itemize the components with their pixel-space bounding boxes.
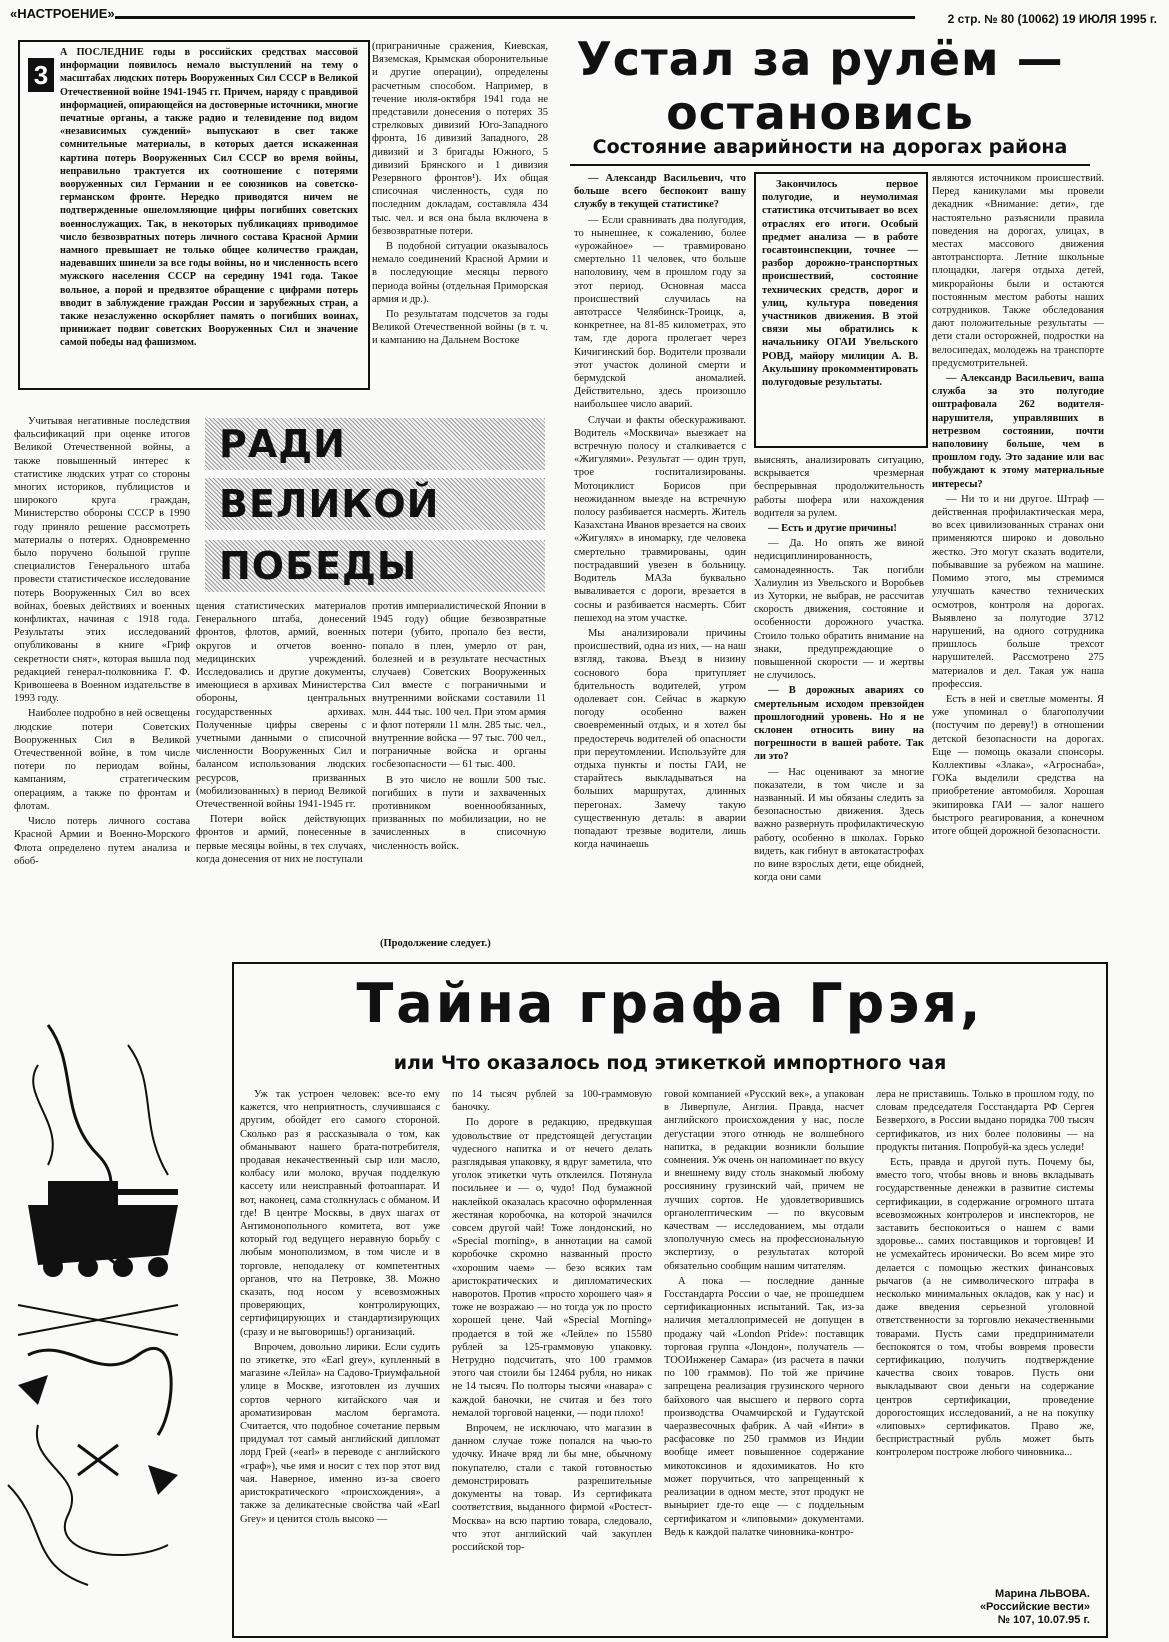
traffic-title-1: Устал за рулём —: [576, 32, 1064, 86]
section-title: «НАСТРОЕНИЕ»: [10, 6, 115, 21]
war-illustration-image: [8, 1005, 190, 1595]
tea-col-3: говой компанией «Русский век», а упакован в Ливерпуле, Англия. Правда, насчет английского происхождения у нас, после дегустации этого отнюдь не волшебного напитка, в редакции возникли большие сомнения. Уж очень он напоминает по вкусу и внешнему виду столь знакомый любому россиянину грузинский чай, причем не лучших сортов. Не удовлетворившись органолептическим — по вкусовым качествам — исследованием, мы отдали злополучную смесь на профессиональную экспертизу, о результатах которой обязательно сообщим нашим читателям. А пока — последние данные Госстандарта России о чае, не прошедшем сертификационных испытаний. Так, из-за наличия металлопримесей не допущен в продажу чай «London Pride»: поставщик торговая группа «Лондон», получатель — ТООИнженер Самара» (из расчета в пачки по 100 граммов). По той же причине запрещена реализация грузинского черного байхового чая высшего и первого сорта производства Очамчирской и Гудаутской чаеразвесочных фабрик. А чай «Инти» в расфасовке по 250 граммов из Индии вообще имеет повышенное содержание микотоксинов и ядохимикатов. Но кто может поручиться, что запрещенный к реализации в одном месте, этот продукт не выныриет где-то еще — с поддельным сертификатом и «липовыми» документами. Ведь к каждой палатке чиновника-контро-: [664, 1089, 864, 1538]
continued-note: (Продолжение следует.): [380, 938, 491, 949]
traffic-intro: Закончилось первое полугодие, и неумолимая статистика отсчитывает во всех отраслях его итоги. Особый предмет анализа — в работе госавтоинспекции, точнее — разбор дорожно-транспортных происшествий, состояние технических средств, дорог и улиц, культура поведения участников движения. В этой связи мы обратились к начальнику ОГАИ Увельского РОВД, майору милиции А. В. Акульшину прокомментировать полугодовые результаты.: [762, 179, 918, 389]
source: «Российские вести»: [979, 1601, 1090, 1613]
traffic-subtitle: Состояние аварийности на дорогах района: [592, 136, 1068, 158]
banner-line-3: ПОБЕДЫ: [205, 540, 545, 592]
tea-col-4: лера не приставишь. Только в прошлом году, по словам председателя Госстандарта РФ Сергея Безверхого, в России выдано порядка 700 тысяч сертификатов, из них более половины — на продукты питания. Попробуй-ка здесь уследи! Есть, правда и другой путь. Почему бы, вместо того, чтобы вновь и вновь вкладывать государственные денежки в развитие системы сертификации, в содержание огромного штата всевозможных контролеров и инспекторов, не заставить беспокоиться о нашем с вами здоровье... самих поставщиков и торговцев! И не усмехайтесь иронически. Во всем мире это делается с помощью жестких финансовых рычагов (а не символического штрафа в несколько минимальных окладов, как у нас) и даже введения серьезной уголовной ответственности за торговлю некачественными товарами. Пусть сами предприниматели беспокоятся о том, чтобы вовремя провести сертификацию, получить подтверждение качества своих товаров. Пусть они выкладывают свои деньги на содержание центров сертификации, проведение дорогостоящих исследований, а не на покупку «липовых» сертификатов. Право же, беспристрастный рубль может быть контролером построже любого чиновника...: [876, 1089, 1094, 1459]
war-intro-right: (приграничные сражения, Киевская, Вяземская, Крымская оборонительные и другие операции), определены расчетным способом. Например, в течение июля-октября 1941 года не представили донесения о потерях 35 стрелковых дивизий Юго-Западного фронта, 16 дивизий Западного, 28 дивизий и 3 бригады Южного, 5 дивизий Брянского и 1 дивизия Резервного фронтов¹). Их общая списочная численность, судя по последним докладам, составляла 434 тыс. чел. и вся она была включена в безвозвратные потери. В подобной ситуации оказывалось немало соединений Красной Армии и в последующие месяцы первого периода войны (отдельная Приморская армия и др.). По результатам подсчетов за годы Великой Отечественной войны (в т. ч. и кампанию на Дальнем Востоке: [372, 41, 548, 347]
header-rule: [115, 16, 915, 19]
tea-signature: [900, 1588, 1090, 1627]
traffic-rule: [570, 164, 1090, 166]
source-number: № 107, 10.07.95 г.: [997, 1614, 1090, 1626]
traffic-col-2: выяснять, анализировать ситуацию, вскрывается чрезмерная беспрерывная продолжительность работы шофера или нахождения водителя за рулем. — Есть и другие причины! — Да. Но опять же виной недисциплинированность, самонадеянность. Так погибли Халиулин из Увельского и Воробьев из Хуторки, не выбрав, не рассчитав скорость движения, состояние и особенности дорожного участка. Стоило только обратить внимание на знаки, предупреждающие о повышенной скорости — и жертвы не случилось. — В дорожных авариях со смертельным исходом превзойден прошлогодний уровень. Но я не склонен относить вину на погрешности в вашей работе. Так ли это? — Нас оценивают за многие показатели, в том числе и за названный. И мы обязаны следить за безопасностью движения. Здесь важно развернуть профилактическую работу, особенно в школах. Горько видеть, как гибнут в автокатастрофах по вине взрослых дети, еще обидней, когда они сами: [754, 455, 924, 884]
war-col-2: щения статистических материалов Генерального штаба, донесений фронтов, флотов, армий, военных округов и отчетов военно-медицинских учреждений. Исследовались и другие документы, имеющиеся в архивах Министерства обороны, центральных государственных архивах. Полученные цифры сверены с учетными данными о списочной численности Вооруженных Сил и балансом использования людских ресурсов, призванных (мобилизованных) в период Великой Отечественной войны 1941-1945 гг. Потери войск действующих фронтов и армий, понесенные в первые месяцы войны, в тех случаях, когда донесения от них не поступали: [196, 601, 366, 865]
traffic-col-3: являются источником происшествий. Перед каникулами мы провели декадник «Внимание: дети», где настоятельно разъяснили правила поведения на дорогах, улицах, в местах массового движения автотранспорта. Летние школьные площадки, лагеря отдыха детей, микрорайоны были и остаются постоянным местом работы наших сотрудников. Также обследования дают положительные результаты — дети стали осторожней, подростки на велосипедах, молодежь на транспорте предусмотрительней. — Александр Васильевич, ваша служба за это полугодие оштрафовала 262 водителя-нарушителя, управлявших в нетрезвом состоянии, почти наполовину больше, чем в прошлом году. Это задание или вас побуждают к этому материальные интересы? — Ни то и ни другое. Штраф — действенная профилактическая мера, во всех цивилизованных странах они применяются широко и довольно жестко. Это могут сказать водители, побывавшие за рубежом на машине. Помимо этого, мы стремимся улучшать качество технических осмотров, контроля на дорогах. Выявлено за полугодие 3712 нарушений, на одного сотрудника пришлось больше трехсот нарушителей. Рассмотрено 275 материалов и дел. Такая уж наша профессия. Есть в ней и светлые моменты. Я уже упоминал о благополучии (постучим по дереву!) в отношении детской безопасности на дорогах. Еще — помощь оказали спонсоры. Коллективы «Злака», «Агроснаба», ГОКа выделили средства на приобретение автомобиля. Хорошая экипировка ГАИ — залог нашего быстрого реагирования, а конечном итоге общей дорожной безопасности.: [932, 173, 1104, 837]
war-col-3: против империалистической Японии в 1945 году) общие безвозвратные потери (убито, пропало без вести, попало в плен, умерло от ран, болезней и в результате несчастных случаев) Советских Вооруженных Сил вместе с пограничными и внутренними войсками составили 11 млн. 444 тыс. 100 чел. При этом армия и флот потеряли 11 млн. 285 тыс. чел., внутренние войска — 97 тыс. 700 чел., пограничные войска и органы госбезопасности — 61 тыс. 400. В это число не вошли 500 тыс. погибших в пути и захваченных противником военнообязанных, призванных по мобилизации, но не зачисленных в списочную численность войск.: [372, 601, 546, 852]
tea-col-1: Уж так устроен человек: все-то ему кажется, что неприятность, случившаяся с другим, обойдет его самого стороной. Сколько раз я рассказывала о том, как обманывают нашего брата-потребителя, продавая некачественный сыр или масло, колбасу или молоко, вручая подделкую кассету или неисправный фотоаппарат. И вот, наконец, сама столкнулась с обманом. И где! В центре Москвы, в двух шагах от Антимонопольного комитета, вот уже который год ведущего неравную борьбу с любым монополизмом, в том числе и в торговле, неподалеку от компетентных органов, что на Петровке, 38. Можно сказать, под носом у всевозможных проверяющих, контролирующих, сертифицирующих и стандартизирующих (сразу и не выговоришь!) организаций. Впрочем, довольно лирики. Если судить по этикетке, это «Earl grey», купленный в магазине «Лейла» на Садово-Триумфальной улице в Москве, изготовлен из лучших сортов черного китайского чая и ароматизирован маслом бергамота. Считается, что подобное сочетание первым придумал тот самый английский дипломат лорд Грей («earl» в переводе с английского «граф»), чье имя и носит с тех пор этот вид чая. Наверное, именно из-за своего аристократического «происхождения», а также за деликатесные свойства чай «Earl Grey» и ценится столь высоко —: [240, 1089, 440, 1525]
traffic-col-1: — Александр Васильевич, что больше всего беспокоит вашу службу в текущей статистике? — Если сравнивать два полугодия, то нынешнее, к сожалению, более «урожайное» — травмировано смертельно 11 человек, что больше наполовину, чем в прошлом году за этот период. Основная масса происшествий случилась на автотрассе Челябинск-Троицк, а, конкретнее, на 81-85 километрах, это там, где дорога пролегает через Кичигинский бор. Водители прозвали этот участок долиной смерти и бермудской аномалией. Действительно, здесь произошло наибольшее число аварий. Случаи и факты обескураживают. Водитель «Москвича» выезжает на встречную полосу и сталкивается с «Жигулями». Результат — один труп, трое госпитализированы. Мотоциклист Борисов при неожиданном выезде на встречную полосу разбивается насмерть. Житель Казахстана Иванов врезается на своих «Жигулях» в иномарку, где человека смертельно травмированы, один пострадавший увезен в больницу. Водитель МАЗа буквально вываливается с дороги, врезается в сосны и разбивается насмерть. Сбит пешеход на этом участке. Мы анализировали причины происшествий, одна из них, — на наш взгляд, такова. Въезд в низину соснового бора притупляет бдительность водителей, утром одолевает сон. Сейчас в жаркую погоду особенно важен своевременный отдых, и я хотел бы предостеречь водителей об опасности при переутомлении. Используйте для отдыха пункты и посты ГАИ, не старайтесь выкладываться на больших маршрутах, длинных перегонах. Замечу такую существенную деталь: в аварии попадают трезвые водители, лишь когда начинаешь: [574, 173, 746, 851]
banner-line-2: ВЕЛИКОЙ: [205, 478, 545, 530]
issue-info: 2 стр. № 80 (10062) 19 ИЮЛЯ 1995 г.: [947, 12, 1157, 26]
banner-line-1: РАДИ: [205, 418, 545, 470]
dropcap: 3: [28, 58, 54, 92]
author: Марина ЛЬВОВА.: [995, 1588, 1090, 1600]
traffic-title-2: остановись: [666, 86, 974, 140]
war-intro-head: А ПОСЛЕДНИЕ годы в российских средствах массовой информации появилось немало выступлений на тему о масштабах людских потерь Вооруженных Сил СССР в Великой Отечественной войне 1941-1945 гг. Причем, наряду с правдивой информацией, опирающейся на достоверные источники, многие печатные органы, а также радио и телевидение под видом «независимых суждений» выпускают в свет также сомнительные материалы, в которых дается искаженная картина потерь Вооруженных Сил СССР во время войны, неправильно трактуется их соотношение с потерями вооруженных сил Германии и ее союзников на советско-германском фронте. Нередко приводятся ничем не подтвержденные ошеломляющие цифры погибших советских военнослужащих. Так, в некоторых публикациях приводимое число безвозвратных потерь личного состава Красной Армии намного превышает не только общее количество граждан, надевавших шинели за все годы войны, но и численность всего мужского населения СССР на середину 1941 года. Такое вольное, а порой и предвзятое обращение с цифрами потерь вводит в заблуждение граждан России и зарубежных стран, а также незаслуженно оскорбляет память о погибших воинах, принижает подвиг советских Вооруженных Сил и значение самой победы над фашизмом.: [60, 47, 358, 349]
tea-col-2: по 14 тысяч рублей за 100-граммовую баночку. По дороге в редакцию, предвкушая удовольствие от предстоящей дегустации чудесного напитка и от нечего делать разглядывая упаковку, я вдруг заметила, что уголок этикетки чуть отклеился. Потянула посильнее и — о, чудо! Под бумажной наклейкой оказалась красочно оформленная жестяная коробочка, на которой значился совсем другой чай! Тоже лондонский, но «Special morning», в аннотации на самой коробочке скромно названный просто «хорошим чаем» — безо всяких там аристократических и дипломатических наворотов. Против «просто хорошего чая» я тоже не возражаю — но тогда уж по просто хорошей цене. Чай «Special Morning» продается в той же «Лейле» по 15580 рублей за 125-граммовую упаковку. Нетрудно подсчитать, что 100 граммов этого чая стоили бы 12464 рубля, но никак не 14 тысяч. По полторы тысячи «навара» с каждой баночки, не считая и без того немалой торговой наценки, — поди плохо! Впрочем, не исключаю, что магазин в данном случае тоже попался на чью-то удочку. Иначе вряд ли бы мне, обычному покупателю, стали с такой готовностью демонстрировать разрешительные документы на товар. Из сертификата соответствия, выданного фирмой «Ростест-Москва» на всю партию товара, следовало, что этот английский чай закуплен российской тор-: [452, 1089, 652, 1553]
tea-title: Тайна графа Грэя,: [356, 972, 984, 1035]
tea-subtitle: или Что оказалось под этикеткой импортного чая: [393, 1052, 947, 1074]
war-col-1: Учитывая негативные последствия фальсификаций при оценке итогов Великой Отечественной войны, а также повышенный интерес к статистике людских утрат со стороны многих историков, публицистов и широкого круга граждан, Министерство обороны СССР в 1990 году приняло решение рассмотреть материалы о потерях. Одновременно было поручено большой группе специалистов Генерального штаба провести статистическое исследование потерь Вооруженных Сил во всех войнах, боевых действиях и военных конфликтах, начиная с 1918 года. Результаты этих исследований опубликованы в книге «Гриф секретности снят», которая вышла под редакцией генерал-полковника Г. Ф. Кривошеева в Военном издательстве в 1993 году. Наиболее подробно в ней освещены людские потери Советских Вооруженных Сил в Великой Отечественной войне, в том числе потери по периодам войны, кампаниям, стратегическим операциям, а также по фронтам и флотам. Число потерь личного состава Красной Армии и Военно-Морского Флота определено путем анализа и обоб-: [14, 416, 191, 867]
